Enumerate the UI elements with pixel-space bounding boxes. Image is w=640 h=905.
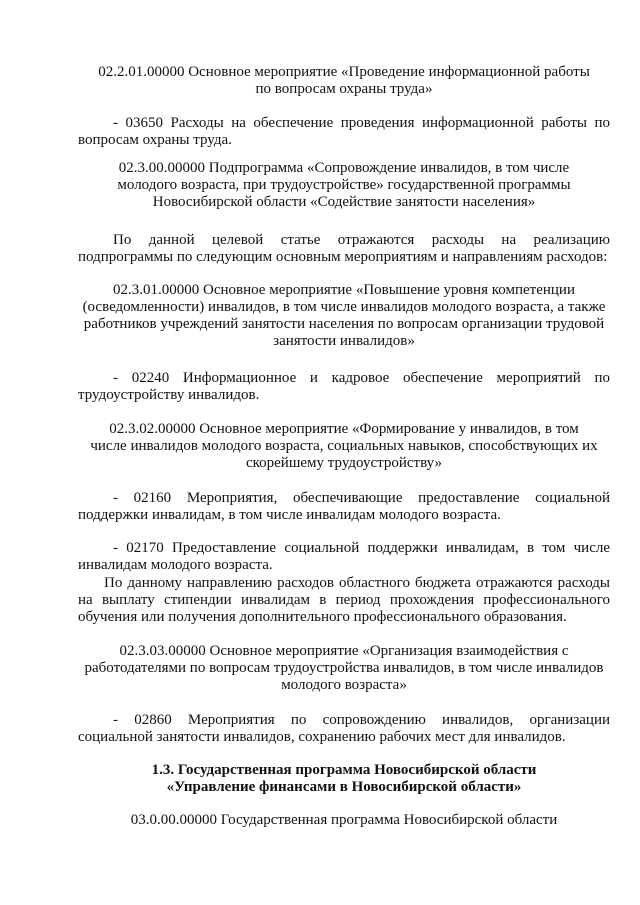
paragraph: - 02170 Предоставление социальной поддержки инвалидам, в том числе инвалидам молодого возраста. <box>78 540 610 573</box>
event-heading-line: молодого возраста» <box>281 677 407 693</box>
event-heading-line: занятости инвалидов» <box>273 333 415 349</box>
subprogram-heading-line: молодого возраста, при трудоустройстве» государственной программы <box>117 177 571 193</box>
event-heading-line: 02.3.01.00000 Основное мероприятие «Повышение уровня компетенции <box>113 282 575 298</box>
event-heading <box>78 643 610 694</box>
event-heading <box>78 64 610 98</box>
section-heading <box>78 762 610 796</box>
paragraph: 03.0.00.00000 Государственная программа Новосибирской области <box>130 812 558 828</box>
event-heading-line: скорейшему трудоустройству» <box>245 455 443 471</box>
subprogram-heading-line: 02.3.00.00000 Подпрограмма «Сопровождение инвалидов, в том числе <box>118 160 570 176</box>
paragraph: По данному направлению расходов областного бюджета отражаются расходы на выплату стипендии инвалидам в период прохождения профессионального обучения или получения дополнительного профессионального образования. <box>78 575 610 625</box>
paragraph-line: - 03650 Расходы на обеспечение проведения информационной работы по <box>113 115 610 131</box>
subprogram-heading-line: Новосибирской области «Содействие занятости населения» <box>152 194 536 210</box>
event-heading-line: работников учреждений занятости населения по вопросам организации трудовой <box>83 316 605 332</box>
event-heading <box>78 421 610 472</box>
event-heading-line: по вопросам охраны труда» <box>255 81 433 97</box>
event-heading <box>78 282 610 350</box>
paragraph <box>78 115 610 149</box>
event-heading-line: 02.3.03.00000 Основное мероприятие «Организация взаимодействия с <box>119 643 569 659</box>
paragraph: - 02160 Мероприятия, обеспечивающие предоставление социальной поддержки инвалидам, в том числе инвалидам молодого возраста. <box>78 490 610 523</box>
paragraph-line: вопросам охраны труда. <box>78 132 232 148</box>
event-heading-line: 02.3.02.00000 Основное мероприятие «Формирование у инвалидов, в том <box>109 421 579 437</box>
event-heading-line: работодателями по вопросам трудоустройства инвалидов, в том числе инвалидов <box>84 660 604 676</box>
event-heading-line: (осведомленности) инвалидов, в том числе инвалидов молодого возраста, а также <box>82 299 606 315</box>
event-heading-line: числе инвалидов молодого возраста, социальных навыков, способствующих их <box>90 438 598 454</box>
subprogram-heading <box>78 160 610 211</box>
section-heading-line: «Управление финансами в Новосибирской области» <box>166 779 522 795</box>
paragraph: - 02240 Информационное и кадровое обеспечение мероприятий по трудоустройству инвалидов. <box>78 370 610 403</box>
section-heading-line: 1.3. Государственная программа Новосибирской области <box>151 762 537 778</box>
paragraph: По данной целевой статье отражаются расходы на реализацию подпрограммы по следующим основным мероприятиям и направлениям расходов: <box>78 232 610 265</box>
event-heading-line: 02.2.01.00000 Основное мероприятие «Проведение информационной работы <box>98 64 590 80</box>
paragraph: - 02860 Мероприятия по сопровождению инвалидов, организации социальной занятости инвалидов, сохранению рабочих мест для инвалидов. <box>78 712 610 745</box>
